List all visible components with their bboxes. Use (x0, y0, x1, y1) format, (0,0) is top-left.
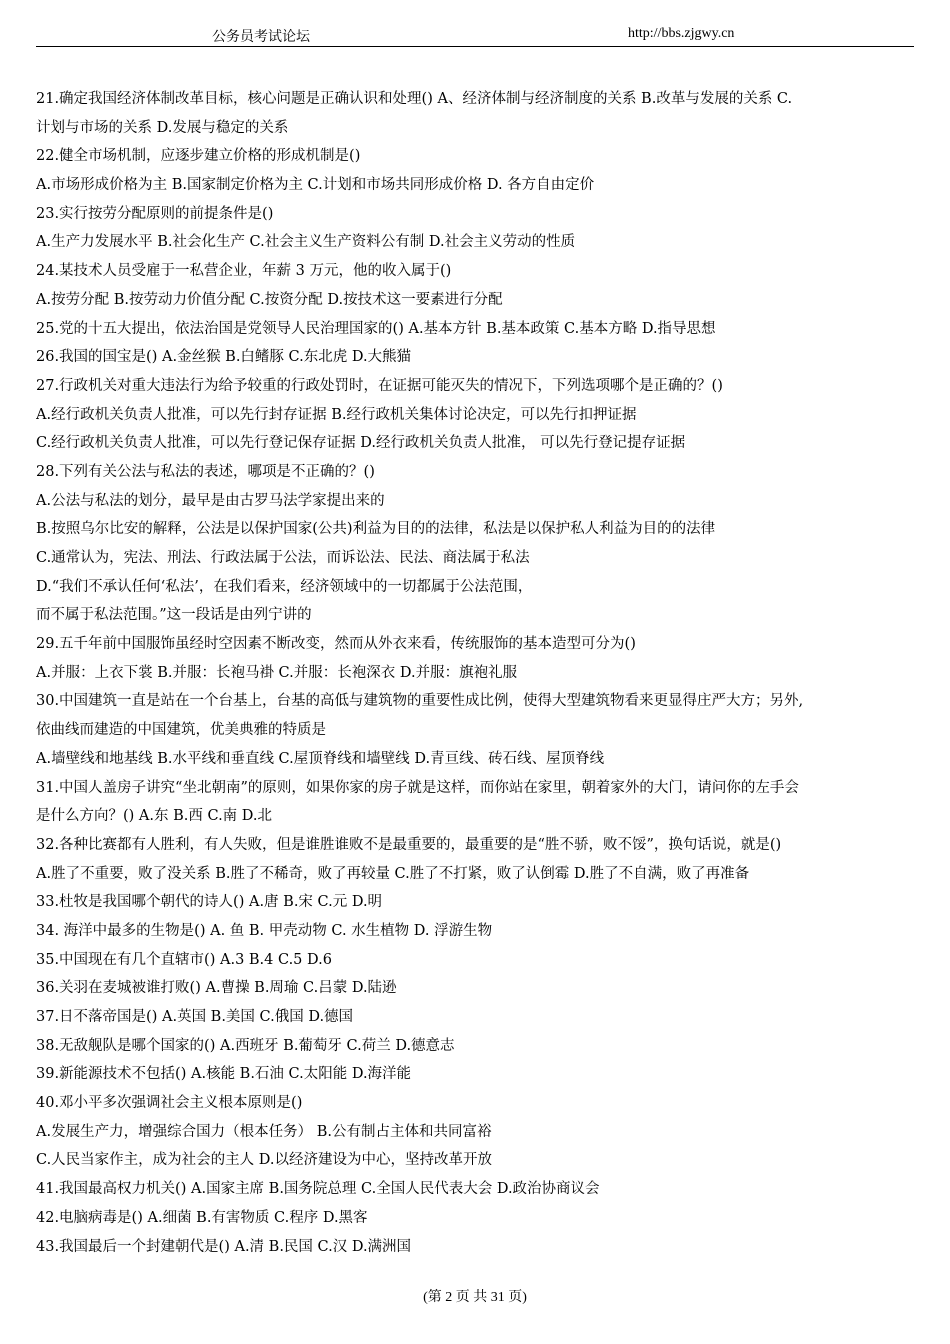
text-line: 26.我国的国宝是() A.金丝猴 B.白鳍豚 C.东北虎 D.大熊猫 (36, 349, 412, 366)
text-line: 36.关羽在麦城被谁打败() A.曹操 B.周瑜 C.吕蒙 D.陆逊 (36, 980, 397, 997)
text-line: 25.党的十五大提出，依法治国是党领导人民治理国家的() A.基本方针 B.基本政策 C.基本方略 D.指导思想 (36, 320, 716, 337)
text-line: B.按照乌尔比安的解释，公法是以保护国家(公共)利益为目的的法律，私法是以保护私人利益为目的的法律 (36, 521, 716, 538)
text-line: A.胜了不重要，败了没关系 B.胜了不稀奇，败了再较量 C.胜了不打紧，败了认倒霉 D.胜了不自满，败了再准备 (36, 865, 750, 882)
text-line: 30.中国建筑一直是站在一个台基上，台基的高低与建筑物的重要性成比例，使得大型建筑物看来更显得庄严大方；另外, (36, 693, 804, 710)
text-line: 39.新能源技术不包括() A.核能 B.石油 C.太阳能 D.海洋能 (36, 1066, 412, 1083)
page-footer: (第 2 页 共 31 页) (423, 1290, 527, 1305)
text-line: 42.电脑病毒是() A.细菌 B.有害物质 C.程序 D.黑客 (36, 1209, 368, 1226)
text-line: 38.无敌舰队是哪个国家的() A.西班牙 B.葡萄牙 C.荷兰 D.德意志 (36, 1037, 455, 1054)
text-line: 22.健全市场机制，应逐步建立价格的形成机制是() (36, 148, 361, 165)
text-line: A.市场形成价格为主 B.国家制定价格为主 C.计划和市场共同形成价格 D. 各方自由定价 (36, 177, 595, 194)
text-line: D.“我们不承认任何‘私法’，在我们看来，经济领域中的一切都属于公法范围， (36, 578, 533, 595)
text-line: 27.行政机关对重大违法行为给予较重的行政处罚时，在证据可能灭失的情况下，下列选项哪个是正确的？() (36, 377, 723, 394)
text-line: 29.五千年前中国服饰虽经时空因素不断改变，然而从外衣来看，传统服饰的基本造型可分为() (36, 636, 636, 653)
text-line: 43.我国最后一个封建朝代是() A.清 B.民国 C.汉 D.满洲国 (36, 1238, 412, 1255)
text-line: A.发展生产力，增强综合国力（根本任务） B.公有制占主体和共同富裕 (36, 1123, 492, 1140)
text-line: A.墙壁线和地基线 B.水平线和垂直线 C.屋顶脊线和墙壁线 D.青亘线、砖石线、屋顶脊线 (36, 750, 605, 767)
text-line: 是什么方向？() A.东 B.西 C.南 D.北 (36, 808, 272, 825)
header-url: http://bbs.zjgwy.cn (628, 26, 735, 41)
text-line: 计划与市场的关系 D.发展与稳定的关系 (36, 119, 289, 136)
header-forum-title: 公务员考试论坛 (212, 30, 310, 45)
text-line: A.并服：上衣下裳 B.并服：长袍马褂 C.并服：长袍深衣 D.并服：旗袍礼服 (36, 664, 518, 681)
text-line: 41.我国最高权力机关() A.国家主席 B.国务院总理 C.全国人民代表大会 D.政治协商议会 (36, 1181, 600, 1198)
text-line: 34. 海洋中最多的生物是() A. 鱼 B. 甲壳动物 C. 水生植物 D. 浮游生物 (36, 922, 493, 939)
text-line: 37.日不落帝国是() A.英国 B.美国 C.俄国 D.德国 (36, 1009, 354, 1025)
text-line: A.公法与私法的划分，最早是由古罗马法学家提出来的 (36, 492, 385, 509)
text-line: 31.中国人盖房子讲究“坐北朝南”的原则，如果你家的房子就是这样，而你站在家里，朝着家外的大门，请问你的左手会 (36, 779, 799, 796)
text-line: 28.下列有关公法与私法的表述，哪项是不正确的？() (36, 463, 375, 480)
text-line: 24.某技术人员受雇于一私营企业，年薪 3 万元，他的收入属于() (36, 263, 452, 280)
question-list (36, 85, 916, 1261)
text-line: C.经行政机关负责人批准，可以先行登记保存证据 D.经行政机关负责人批准， 可以先行登记提存证据 (36, 435, 686, 452)
text-line: C.通常认为，宪法、刑法、行政法属于公法，而诉讼法、民法、商法属于私法 (36, 550, 530, 566)
text-line: C.人民当家作主，成为社会的主人 D.以经济建设为中心，坚持改革开放 (36, 1152, 493, 1169)
text-line: 而不属于私法范围。”这一段话是由列宁讲的 (36, 607, 312, 624)
text-line: 32.各种比赛都有人胜利，有人失败，但是谁胜谁败不是最重要的，最重要的是“胜不骄，败不馁”，换句话说，就是() (36, 836, 782, 853)
text-line: 35.中国现在有几个直辖市() A.3 B.4 C.5 D.6 (36, 951, 332, 968)
text-line: 依曲线而建造的中国建筑，优美典雅的特质是 (36, 722, 326, 739)
text-line: 21.确定我国经济体制改革目标，核心问题是正确认识和处理() A、经济体制与经济制度的关系 B.改革与发展的关系 C. (36, 91, 793, 107)
text-line: 33.杜牧是我国哪个朝代的诗人() A.唐 B.宋 C.元 D.明 (36, 894, 383, 911)
text-line: 40.邓小平多次强调社会主义根本原则是() (36, 1095, 303, 1112)
page-header (36, 26, 914, 47)
text-line: A.生产力发展水平 B.社会化生产 C.社会主义生产资料公有制 D.社会主义劳动的性质 (36, 234, 576, 251)
text-line: A.按劳分配 B.按劳动力价值分配 C.按资分配 D.按技术这一要素进行分配 (36, 291, 503, 308)
text-line: A.经行政机关负责人批准，可以先行封存证据 B.经行政机关集体讨论决定，可以先行扣押证据 (36, 406, 637, 423)
text-line: 23.实行按劳分配原则的前提条件是() (36, 205, 274, 222)
